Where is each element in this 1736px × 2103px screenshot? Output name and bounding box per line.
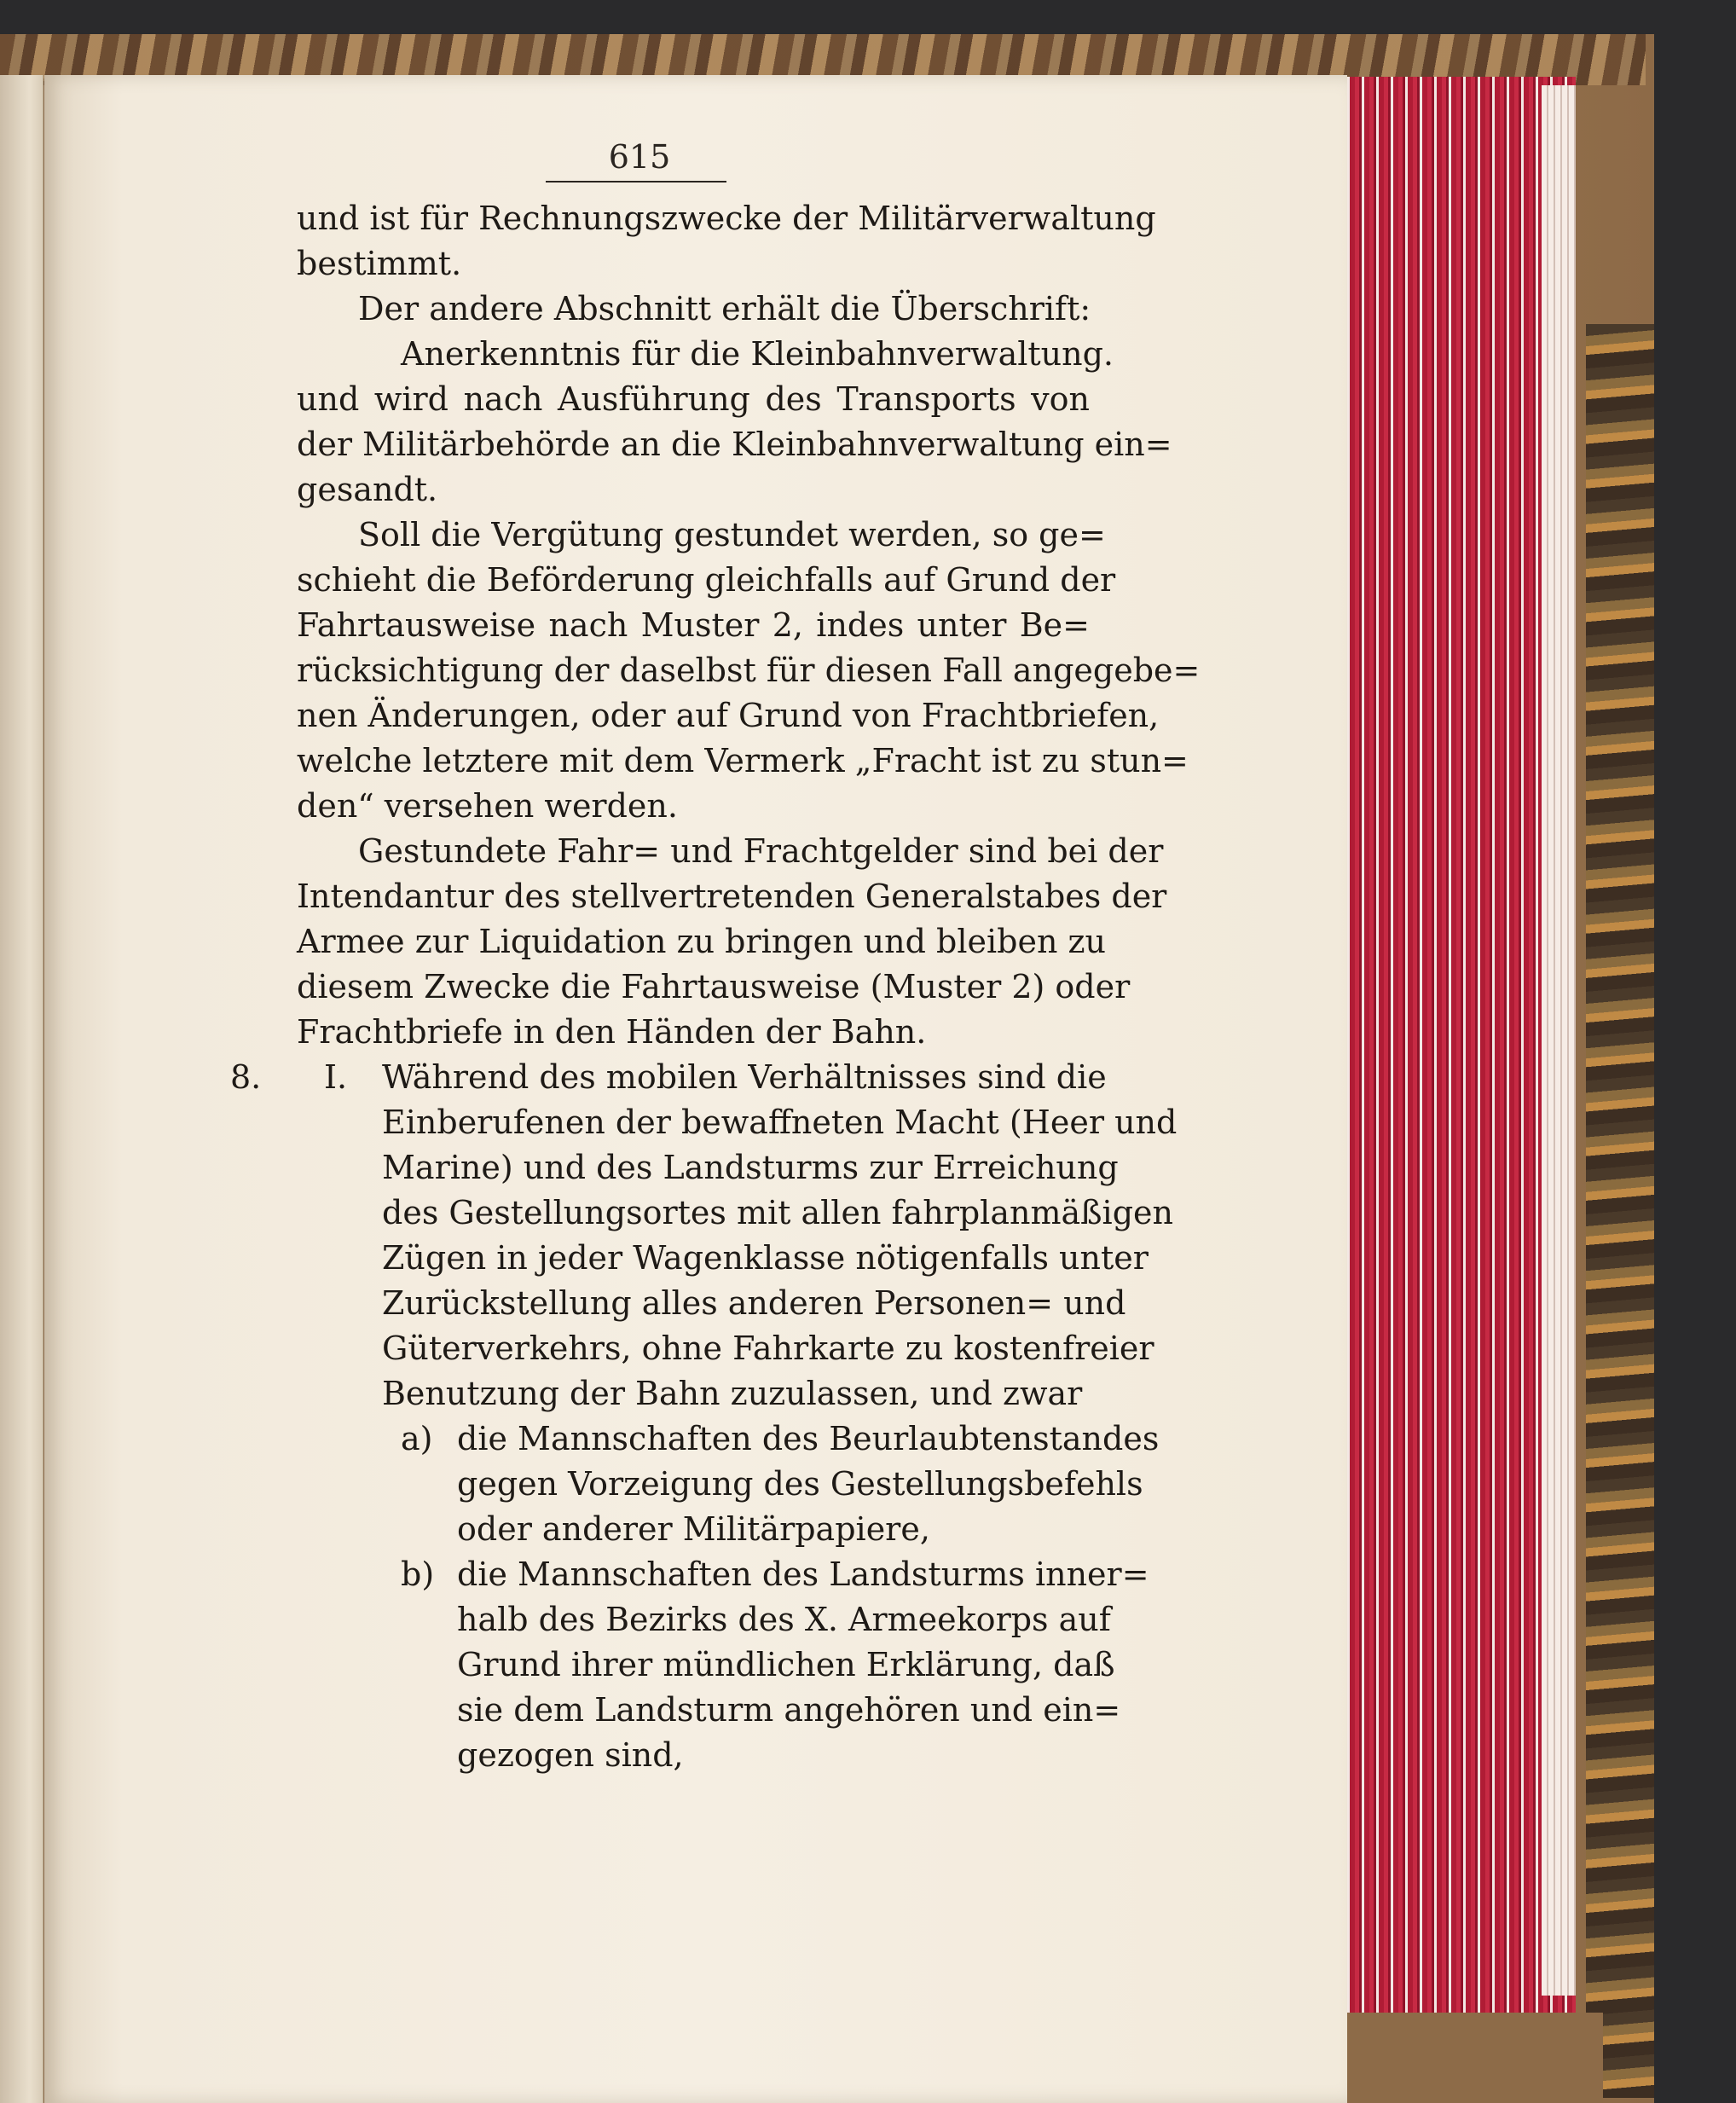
- text-line: rücksichtigung der daselbst für diesen Fall angegebe=: [297, 652, 1201, 689]
- text-line: diesem Zwecke die Fahrtausweise (Muster 2) oder: [297, 968, 1131, 1005]
- text-line: Während des mobilen Verhältnisses sind die: [382, 1058, 1107, 1096]
- text-line: des Gestellungsortes mit allen fahrplanmäßigen: [382, 1194, 1173, 1231]
- page-number: 615: [608, 138, 671, 176]
- text-line: sie dem Landsturm angehören und ein=: [457, 1691, 1121, 1729]
- text-line: gegen Vorzeigung des Gestellungsbefehls: [457, 1465, 1143, 1503]
- text-line: Zurückstellung alles anderen Personen= und: [382, 1284, 1126, 1322]
- text-line: 8.: [230, 1058, 262, 1096]
- text-line: Soll die Vergütung gestundet werden, so ge=: [358, 516, 1106, 553]
- page-number-rule: [546, 181, 726, 182]
- text-line: b): [401, 1556, 435, 1593]
- text-line: bestimmt.: [297, 245, 462, 282]
- text-line: Marine) und des Landsturms zur Erreichung: [382, 1149, 1119, 1186]
- text-line: halb des Bezirks des X. Armeekorps auf: [457, 1601, 1111, 1638]
- text-line: schieht die Beförderung gleichfalls auf Grund der: [297, 561, 1116, 599]
- text-line: und wird nach Ausführung des Transports von: [297, 380, 1090, 418]
- text-line: Benutzung der Bahn zuzulassen, und zwar: [382, 1375, 1083, 1412]
- text-line: Frachtbriefe in den Händen der Bahn.: [297, 1013, 927, 1051]
- text-line: Anerkenntnis für die Kleinbahnverwaltung.: [401, 335, 1114, 373]
- binding-corner: [1347, 2013, 1603, 2103]
- text-line: Güterverkehrs, ohne Fahrkarte zu kostenfreier: [382, 1330, 1154, 1367]
- text-line: der Militärbehörde an die Kleinbahnverwaltung ein=: [297, 426, 1172, 463]
- text-line: gezogen sind,: [457, 1736, 684, 1774]
- text-line: welche letztere mit dem Vermerk „Fracht ist zu stun=: [297, 742, 1189, 779]
- text-line: Der andere Abschnitt erhält die Überschrift:: [358, 290, 1091, 327]
- text-line: und ist für Rechnungszwecke der Militärverwaltung: [297, 200, 1156, 237]
- text-line: Grund ihrer mündlichen Erklärung, daß: [457, 1646, 1115, 1683]
- text-line: I.: [324, 1058, 348, 1096]
- text-line: oder anderer Militärpapiere,: [457, 1510, 930, 1548]
- text-line: den“ versehen werden.: [297, 787, 678, 825]
- text-line: Zügen in jeder Wagenklasse nötigenfalls unter: [382, 1239, 1149, 1277]
- text-line: Armee zur Liquidation zu bringen und bleiben zu: [297, 923, 1106, 960]
- text-line: Einberufenen der bewaffneten Macht (Heer und: [382, 1104, 1178, 1141]
- page-edges-light: [1542, 85, 1576, 1996]
- text-line: Fahrtausweise nach Muster 2, indes unter Be=: [297, 606, 1090, 644]
- text-line: gesandt.: [297, 471, 438, 508]
- text-line: die Mannschaften des Landsturms inner=: [457, 1556, 1149, 1593]
- text-line: Intendantur des stellvertretenden Generalstabes der: [297, 878, 1167, 915]
- text-line: nen Änderungen, oder auf Grund von Frachtbriefen,: [297, 697, 1160, 734]
- text-line: die Mannschaften des Beurlaubtenstandes: [457, 1420, 1160, 1457]
- marbled-binding: [1586, 324, 1654, 2098]
- left-page-edge: [0, 75, 43, 2103]
- text-line: Gestundete Fahr= und Frachtgelder sind bei der: [358, 832, 1164, 870]
- text-line: a): [401, 1420, 433, 1457]
